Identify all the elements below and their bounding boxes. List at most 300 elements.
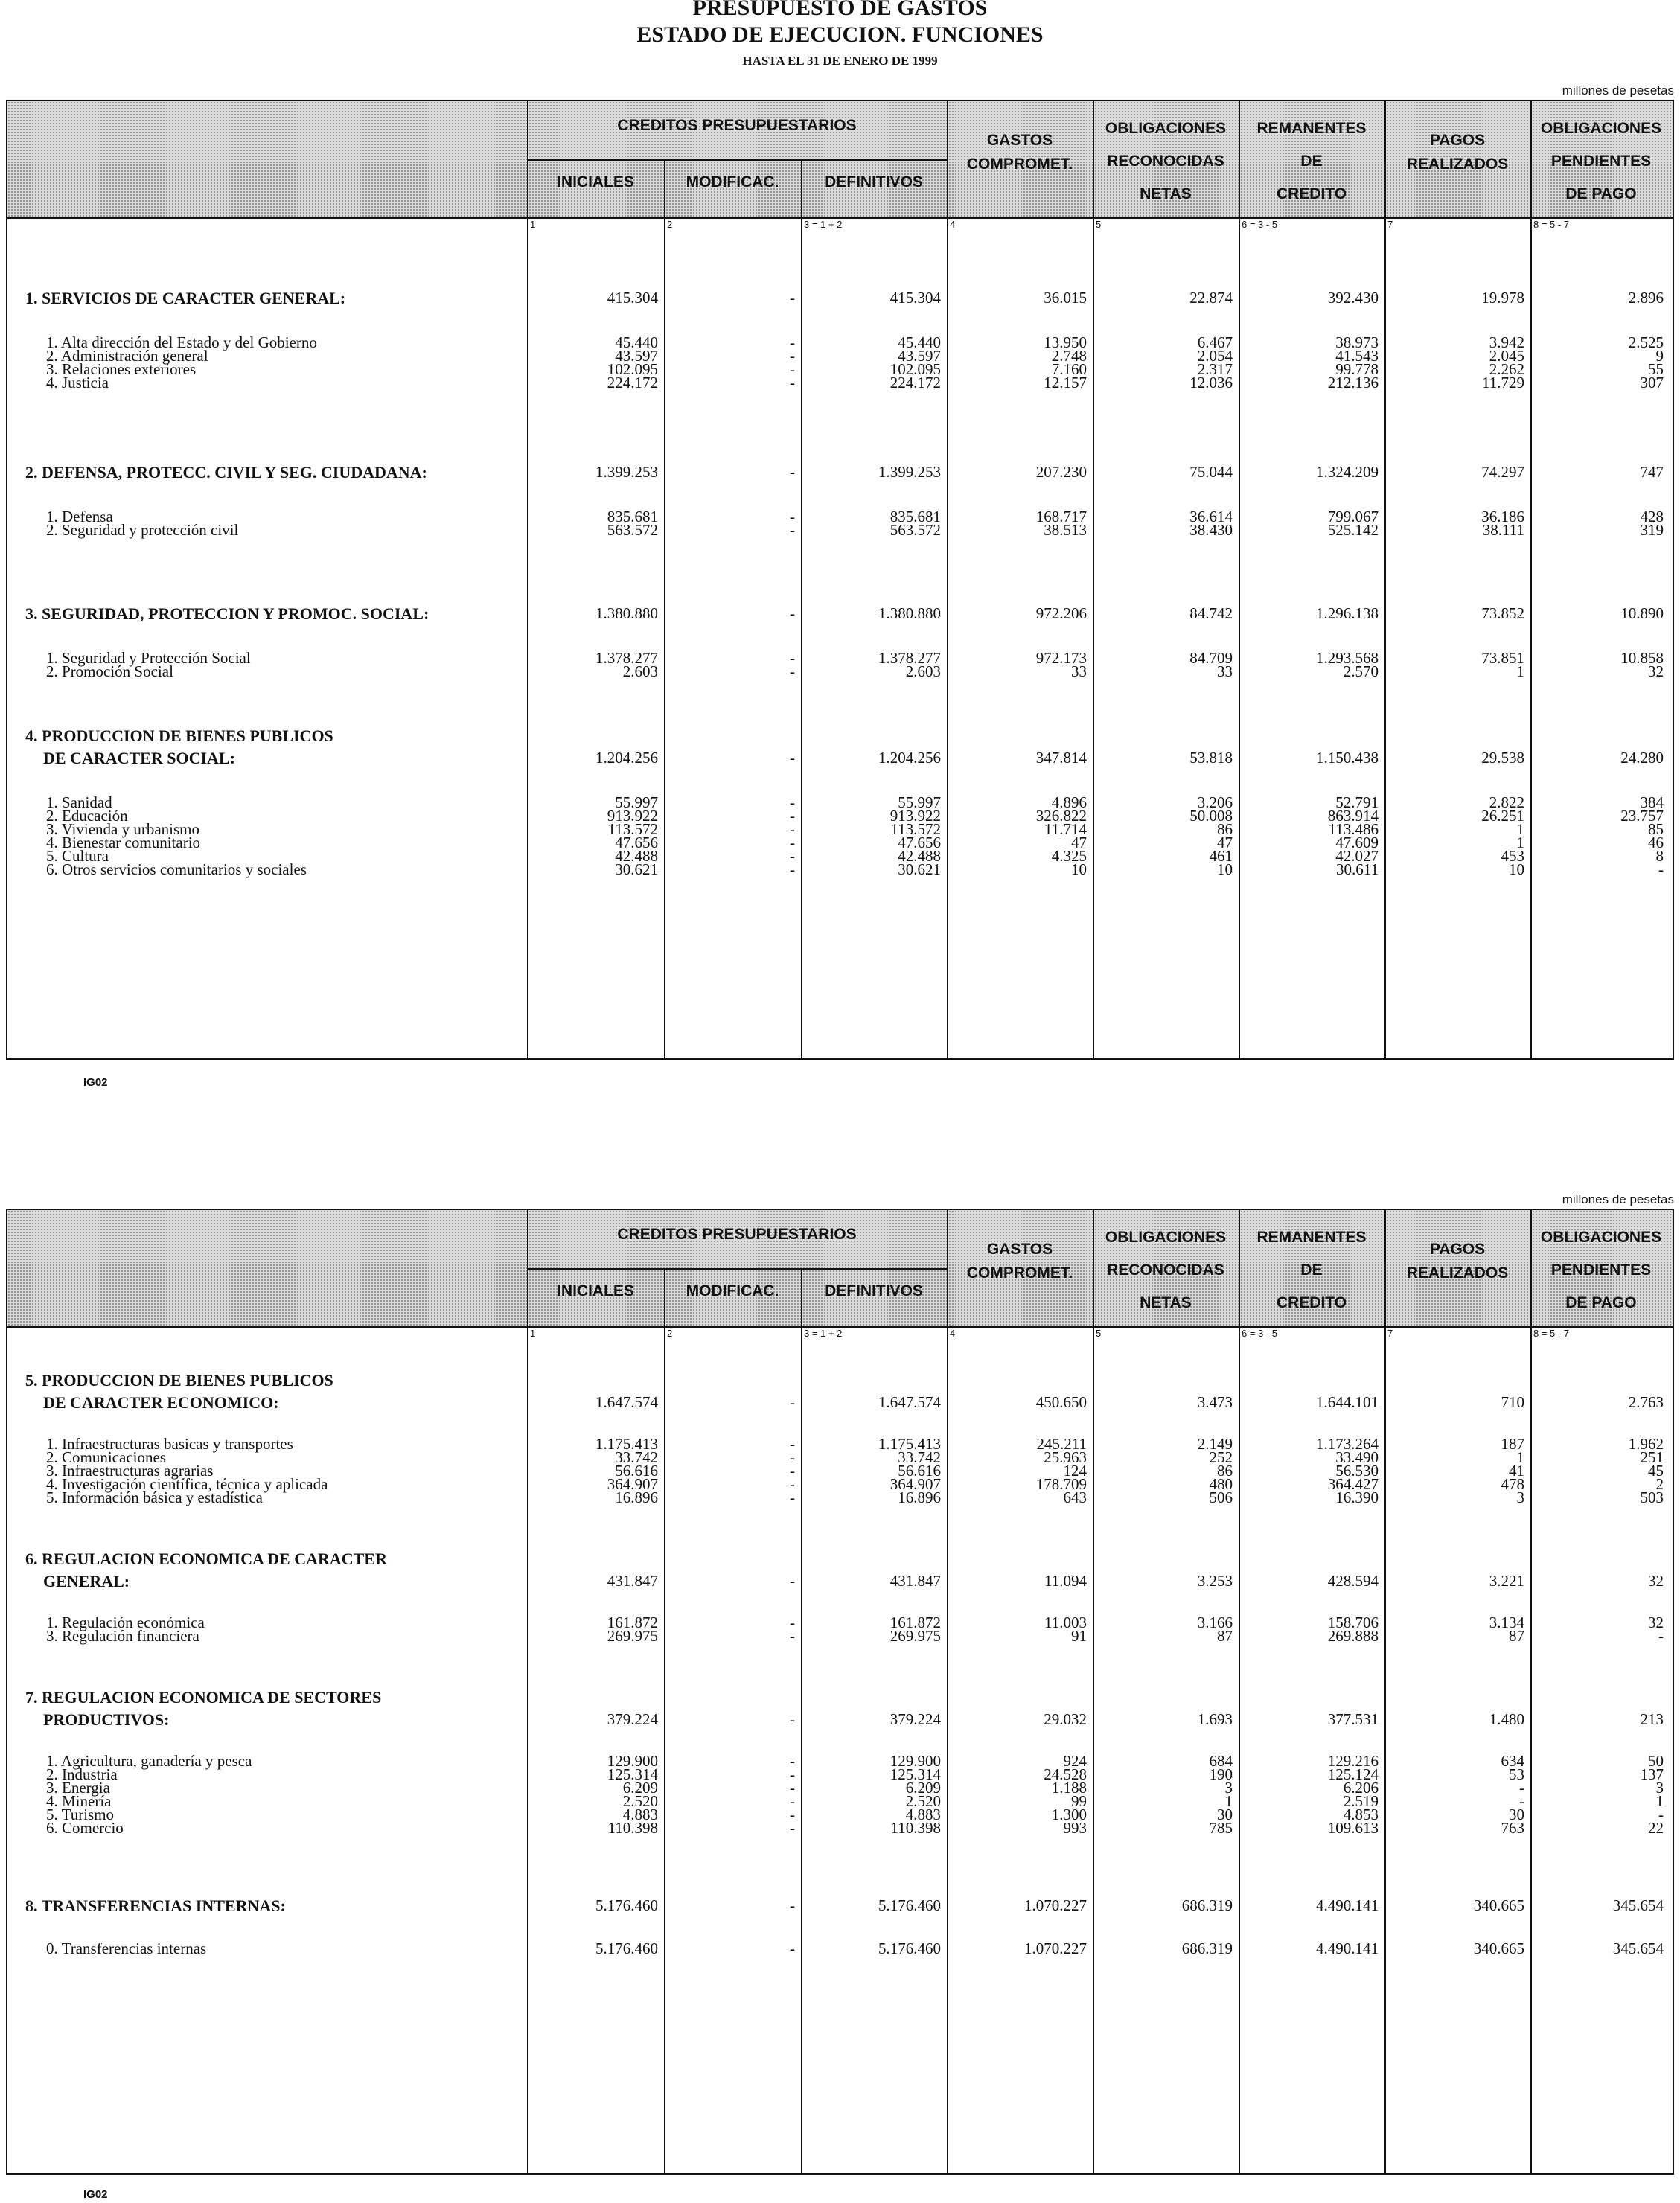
header-obligaciones-pendientes-2: PENDIENTES — [1550, 153, 1652, 170]
cell-value: - — [790, 1710, 795, 1728]
row-label: 3. SEGURIDAD, PROTECCION Y PROMOC. SOCIAL: — [25, 604, 429, 623]
cell-value: 53.818 — [1189, 749, 1233, 767]
cell-value: - — [790, 749, 795, 767]
cell-value: 347.814 — [1035, 749, 1087, 767]
cell-value: 319 — [1640, 521, 1664, 539]
row-label-cont: DE CARACTER ECONOMICO: — [43, 1393, 279, 1412]
cell-value: 32 — [1648, 1614, 1664, 1631]
cell-value: 85 — [1648, 820, 1664, 838]
page-code: IG02 — [83, 1076, 108, 1089]
cell-value: 1.175.413 — [595, 1435, 658, 1453]
cell-value: 364.427 — [1327, 1475, 1379, 1493]
column-number: 8 = 5 - 7 — [1533, 219, 1570, 230]
cell-value: 2.525 — [1628, 333, 1664, 351]
cell-value: 47.656 — [615, 834, 658, 851]
cell-value: 252 — [1209, 1448, 1233, 1466]
cell-value: 55.997 — [898, 793, 941, 811]
header-definitivos: DEFINITIVOS — [825, 173, 923, 191]
cell-value: 1.150.438 — [1316, 749, 1379, 767]
cell-value: 1 — [1516, 1448, 1524, 1466]
cell-value: 1 — [1516, 662, 1524, 680]
column-number: 6 = 3 - 5 — [1242, 219, 1278, 230]
cell-value: 345.654 — [1612, 1896, 1664, 1914]
cell-value: 835.681 — [607, 508, 658, 525]
cell-value: 379.224 — [889, 1710, 941, 1728]
cell-value: 307 — [1640, 374, 1664, 391]
header-creditos-presupuestarios: CREDITOS PRESUPUESTARIOS — [617, 117, 857, 134]
cell-value: 6.467 — [1197, 333, 1233, 351]
cell-value: - — [790, 1819, 795, 1837]
column-number: 5 — [1096, 1328, 1102, 1339]
cell-value: - — [790, 793, 795, 811]
cell-value: 2.317 — [1197, 360, 1233, 378]
cell-value: 747 — [1640, 463, 1664, 481]
cell-value: 3.221 — [1489, 1572, 1524, 1590]
header-obligaciones-pendientes-2: PENDIENTES — [1550, 1262, 1652, 1279]
column-divider — [801, 159, 802, 1058]
row-label: 1. Defensa — [46, 508, 113, 525]
cell-value: 84.742 — [1189, 604, 1233, 622]
header-obligaciones: OBLIGACIONES — [1105, 120, 1227, 137]
cell-value: 36.015 — [1044, 289, 1087, 307]
column-divider — [1093, 1210, 1094, 2173]
header-remanentes: REMANENTES — [1256, 120, 1367, 137]
cell-value: 1.380.880 — [595, 604, 658, 622]
cell-value: 10 — [1217, 860, 1233, 878]
header-remanentes-2: DE — [1300, 1262, 1323, 1279]
cell-value: - — [790, 1627, 795, 1645]
column-number: 3 = 1 + 2 — [804, 219, 843, 230]
cell-value: 38.111 — [1482, 521, 1524, 539]
cell-value: 212.136 — [1327, 374, 1379, 391]
cell-value: 110.398 — [890, 1819, 941, 1837]
row-label: 1. Infraestructuras basicas y transportes — [46, 1435, 293, 1453]
cell-value: 2.822 — [1489, 793, 1524, 811]
cell-value: 3.942 — [1489, 333, 1524, 351]
cell-value: 22 — [1648, 1819, 1664, 1837]
cell-value: 563.572 — [607, 521, 658, 539]
cell-value: 4.490.141 — [1316, 1896, 1379, 1914]
cell-value: 340.665 — [1473, 1896, 1524, 1914]
column-divider — [1093, 101, 1094, 1058]
row-label: 0. Transferencias internas — [46, 1940, 207, 1957]
cell-value: 6.209 — [622, 1779, 658, 1797]
cell-value: 43.597 — [898, 347, 941, 365]
cell-value: 5.176.460 — [878, 1896, 941, 1914]
header-divider — [527, 1268, 947, 1270]
cell-value: 32 — [1648, 1572, 1664, 1590]
cell-value: 55 — [1648, 360, 1664, 378]
column-number: 4 — [950, 219, 956, 230]
cell-value: 73.851 — [1481, 649, 1524, 667]
cell-value: 2.149 — [1197, 1435, 1233, 1453]
cell-value: 6.209 — [905, 1779, 941, 1797]
cell-value: - — [790, 1896, 795, 1914]
cell-value: 269.888 — [1327, 1627, 1379, 1645]
cell-value: 87 — [1217, 1627, 1233, 1645]
cell-value: - — [790, 508, 795, 525]
cell-value: 4.490.141 — [1316, 1940, 1379, 1957]
cell-value: 29.032 — [1044, 1710, 1087, 1728]
cell-value: 4.325 — [1051, 847, 1087, 865]
cell-value: - — [790, 333, 795, 351]
cell-value: 55.997 — [615, 793, 658, 811]
cell-value: 33 — [1071, 662, 1087, 680]
cell-value: 43.597 — [615, 347, 658, 365]
cell-value: 207.230 — [1035, 463, 1087, 481]
column-divider — [1530, 1210, 1532, 2173]
cell-value: 913.922 — [607, 807, 658, 825]
cell-value: 377.531 — [1327, 1710, 1379, 1728]
cell-value: 1.175.413 — [878, 1435, 941, 1453]
units-label: millones de pesetas — [1562, 1192, 1674, 1206]
cell-value: 972.206 — [1035, 604, 1087, 622]
cell-value: 33.742 — [898, 1448, 941, 1466]
cell-value: 1.070.227 — [1024, 1940, 1087, 1957]
cell-value: 30 — [1217, 1806, 1233, 1823]
row-label: 3. Energia — [46, 1779, 110, 1797]
row-label: 5. Turismo — [46, 1806, 115, 1823]
row-label: 1. Regulación económica — [46, 1614, 205, 1631]
column-number: 4 — [950, 1328, 956, 1339]
cell-value: 2.520 — [905, 1792, 941, 1810]
cell-value: 379.224 — [607, 1710, 658, 1728]
cell-value: 431.847 — [607, 1572, 658, 1590]
cell-value: 52.791 — [1335, 793, 1379, 811]
cell-value: 1 — [1516, 820, 1524, 838]
cell-value: 2.045 — [1489, 347, 1524, 365]
row-label: 5. PRODUCCION DE BIENES PUBLICOS — [25, 1371, 333, 1390]
cell-value: 16.390 — [1335, 1489, 1379, 1506]
column-number: 6 = 3 - 5 — [1242, 1328, 1278, 1339]
cell-value: - — [790, 374, 795, 391]
cell-value: 1.380.880 — [878, 604, 941, 622]
cell-value: 1.378.277 — [595, 649, 658, 667]
cell-value: - — [790, 1779, 795, 1797]
cell-value: 30.611 — [1336, 860, 1379, 878]
column-number: 3 = 1 + 2 — [804, 1328, 843, 1339]
header-pagos: PAGOS — [1429, 132, 1486, 149]
cell-value: 47.656 — [898, 834, 941, 851]
cell-value: 12.036 — [1189, 374, 1233, 391]
cell-value: 42.488 — [898, 847, 941, 865]
row-label: 4. Investigación científica, técnica y aplicada — [46, 1475, 328, 1493]
cell-value: - — [790, 847, 795, 865]
cell-value: - — [790, 1435, 795, 1453]
column-divider — [664, 1268, 665, 2173]
cell-value: 38.513 — [1044, 521, 1087, 539]
cell-value: 10 — [1071, 860, 1087, 878]
cell-value: 75.044 — [1189, 463, 1233, 481]
cell-value: 56.530 — [1335, 1462, 1379, 1480]
cell-value: 137 — [1640, 1765, 1664, 1783]
report-title-2: ESTADO DE EJECUCION. FUNCIONES — [636, 22, 1044, 47]
cell-value: 634 — [1501, 1752, 1524, 1770]
cell-value: - — [790, 1806, 795, 1823]
cell-value: 86 — [1217, 820, 1233, 838]
cell-value: 1.300 — [1051, 1806, 1087, 1823]
units-label: millones de pesetas — [1562, 83, 1674, 97]
cell-value: 799.067 — [1327, 508, 1379, 525]
cell-value: 1.204.256 — [595, 749, 658, 767]
cell-value: 2.896 — [1628, 289, 1664, 307]
cell-value: 10.858 — [1620, 649, 1664, 667]
cell-value: 102.095 — [889, 360, 941, 378]
cell-value: 364.907 — [607, 1475, 658, 1493]
row-label: 1. Alta dirección del Estado y del Gobierno — [46, 333, 317, 351]
cell-value: 5.176.460 — [595, 1940, 658, 1957]
cell-value: - — [1658, 1627, 1664, 1645]
row-label: 2. Promoción Social — [46, 662, 173, 680]
cell-value: 1.070.227 — [1024, 1896, 1087, 1914]
cell-value: - — [790, 360, 795, 378]
cell-value: 2.520 — [622, 1792, 658, 1810]
cell-value: 428 — [1640, 508, 1664, 525]
column-number: 7 — [1387, 219, 1393, 230]
cell-value: - — [790, 820, 795, 838]
cell-value: 113.572 — [890, 820, 941, 838]
cell-value: - — [790, 807, 795, 825]
cell-value: 1 — [1655, 1792, 1664, 1810]
column-number: 1 — [530, 1328, 536, 1339]
row-label: 3. Vivienda y urbanismo — [46, 820, 199, 838]
row-label: 2. Seguridad y protección civil — [46, 521, 239, 539]
cell-value: 42.027 — [1335, 847, 1379, 865]
cell-value: 5.176.460 — [595, 1896, 658, 1914]
cell-value: 11.094 — [1044, 1572, 1087, 1590]
cell-value: 503 — [1640, 1489, 1664, 1506]
header-remanentes-3: CREDITO — [1276, 1294, 1347, 1311]
cell-value: 30 — [1509, 1806, 1524, 1823]
header-obligaciones-pendientes: OBLIGACIONES — [1540, 1229, 1662, 1246]
cell-value: 2.054 — [1197, 347, 1233, 365]
cell-value: 56.616 — [898, 1462, 941, 1480]
cell-value: 33.742 — [615, 1448, 658, 1466]
cell-value: 36.186 — [1481, 508, 1524, 525]
cell-value: 3.166 — [1197, 1614, 1233, 1631]
cell-value: 3.206 — [1197, 793, 1233, 811]
cell-value: 33.490 — [1335, 1448, 1379, 1466]
execution-table-2 — [6, 1209, 1674, 2175]
header-divider — [527, 159, 947, 161]
cell-value: 45 — [1648, 1462, 1664, 1480]
cell-value: 2.570 — [1343, 662, 1379, 680]
header-creditos-presupuestarios: CREDITOS PRESUPUESTARIOS — [617, 1226, 857, 1243]
cell-value: - — [790, 834, 795, 851]
cell-value: 41.543 — [1335, 347, 1379, 365]
cell-value: 3.253 — [1197, 1572, 1233, 1590]
cell-value: 11.729 — [1482, 374, 1524, 391]
cell-value: 913.922 — [889, 807, 941, 825]
cell-value: 450.650 — [1035, 1393, 1087, 1411]
row-label: 5. Cultura — [46, 847, 109, 865]
cell-value: 178.709 — [1035, 1475, 1087, 1493]
cell-value: 13.950 — [1044, 333, 1087, 351]
row-label: 4. Minería — [46, 1792, 112, 1810]
cell-value: - — [790, 1489, 795, 1506]
cell-value: - — [1519, 1792, 1524, 1810]
cell-value: 42.488 — [615, 847, 658, 865]
cell-value: 53 — [1509, 1765, 1524, 1783]
row-label: 3. Infraestructuras agrarias — [46, 1462, 214, 1480]
header-obligaciones-pendientes: OBLIGACIONES — [1540, 120, 1662, 137]
cell-value: - — [790, 649, 795, 667]
cell-value: 9 — [1655, 347, 1664, 365]
cell-value: 36.614 — [1189, 508, 1233, 525]
cell-value: 478 — [1501, 1475, 1524, 1493]
cell-value: - — [790, 1940, 795, 1957]
header-iniciales: INICIALES — [557, 1282, 634, 1299]
cell-value: 1.480 — [1489, 1710, 1524, 1728]
cell-value: 213 — [1640, 1710, 1664, 1728]
cell-value: 84.709 — [1189, 649, 1233, 667]
cell-value: 3.473 — [1197, 1393, 1233, 1411]
cell-value: 1.647.574 — [595, 1393, 658, 1411]
cell-value: 16.896 — [615, 1489, 658, 1506]
row-label: 3. Regulación financiera — [46, 1627, 199, 1645]
cell-value: 1 — [1516, 834, 1524, 851]
cell-value: 161.872 — [889, 1614, 941, 1631]
header-pagos-2: REALIZADOS — [1406, 156, 1509, 173]
cell-value: 245.211 — [1036, 1435, 1087, 1453]
column-number: 2 — [667, 1328, 673, 1339]
cell-value: 46 — [1648, 834, 1664, 851]
cell-value: 161.872 — [607, 1614, 658, 1631]
cell-value: - — [790, 1614, 795, 1631]
cell-value: 863.914 — [1327, 807, 1379, 825]
cell-value: 86 — [1217, 1462, 1233, 1480]
row-label: 1. Sanidad — [46, 793, 112, 811]
cell-value: 11.714 — [1044, 820, 1087, 838]
cell-value: 87 — [1509, 1627, 1524, 1645]
cell-value: 2.763 — [1628, 1393, 1664, 1411]
cell-value: - — [1658, 1806, 1664, 1823]
cell-value: 22.874 — [1189, 289, 1233, 307]
cell-value: 924 — [1063, 1752, 1087, 1770]
cell-value: 2.603 — [622, 662, 658, 680]
cell-value: 125.314 — [607, 1765, 658, 1783]
cell-value: - — [790, 347, 795, 365]
cell-value: 4.883 — [622, 1806, 658, 1823]
cell-value: 12.157 — [1044, 374, 1087, 391]
cell-value: 50.008 — [1189, 807, 1233, 825]
cell-value: 364.907 — [889, 1475, 941, 1493]
row-label-cont: GENERAL: — [43, 1572, 130, 1590]
cell-value: 431.847 — [889, 1572, 941, 1590]
row-label: 6. REGULACION ECONOMICA DE CARACTER — [25, 1550, 387, 1568]
row-label: 3. Relaciones exteriores — [46, 360, 197, 378]
column-divider — [801, 1268, 802, 2173]
cell-value: 187 — [1501, 1435, 1524, 1453]
row-label: 8. TRANSFERENCIAS INTERNAS: — [25, 1896, 286, 1915]
cell-value: 1.324.209 — [1316, 463, 1379, 481]
cell-value: 2.748 — [1051, 347, 1087, 365]
cell-value: 1.173.264 — [1316, 1435, 1379, 1453]
cell-value: 109.613 — [1327, 1819, 1379, 1837]
cell-value: 113.572 — [607, 820, 658, 838]
cell-value: 1.188 — [1051, 1779, 1087, 1797]
cell-value: 251 — [1640, 1448, 1664, 1466]
cell-value: 38.973 — [1335, 333, 1379, 351]
cell-value: - — [1519, 1779, 1524, 1797]
header-remanentes-3: CREDITO — [1276, 185, 1347, 202]
header-obligaciones-pendientes-3: DE PAGO — [1565, 185, 1637, 202]
column-divider — [527, 1210, 528, 2173]
cell-value: 224.172 — [607, 374, 658, 391]
row-label: 2. Administración general — [46, 347, 208, 365]
header-modificac: MODIFICAC. — [686, 173, 779, 191]
cell-value: 2.519 — [1343, 1792, 1379, 1810]
row-label: 6. Otros servicios comunitarios y sociales — [46, 860, 307, 878]
cell-value: 8 — [1655, 847, 1664, 865]
cell-value: 47.609 — [1335, 834, 1379, 851]
column-number: 1 — [530, 219, 536, 230]
cell-value: 1.399.253 — [595, 463, 658, 481]
row-label: 4. Bienestar comunitario — [46, 834, 201, 851]
row-label: 2. Industria — [46, 1765, 118, 1783]
execution-table-1 — [6, 100, 1674, 1060]
cell-value: 686.319 — [1181, 1896, 1233, 1914]
cell-value: 563.572 — [889, 521, 941, 539]
cell-value: 23.757 — [1620, 807, 1664, 825]
cell-value: 24.280 — [1620, 749, 1664, 767]
cell-value: 30.621 — [615, 860, 658, 878]
cell-value: 168.717 — [1035, 508, 1087, 525]
cell-value: - — [790, 1792, 795, 1810]
cell-value: 32 — [1648, 662, 1664, 680]
cell-value: 525.142 — [1327, 521, 1379, 539]
cell-value: 6.206 — [1343, 1779, 1379, 1797]
column-divider — [1530, 101, 1532, 1058]
cell-value: - — [790, 1475, 795, 1493]
header-obligaciones-pendientes-3: DE PAGO — [1565, 1294, 1637, 1311]
header-gastos: GASTOS — [986, 1241, 1053, 1258]
cell-value: 129.900 — [889, 1752, 941, 1770]
cell-value: 158.706 — [1327, 1614, 1379, 1631]
cell-value: - — [790, 662, 795, 680]
cell-value: 710 — [1501, 1393, 1524, 1411]
cell-value: 384 — [1640, 793, 1664, 811]
cell-value: 269.975 — [607, 1627, 658, 1645]
cell-value: 99.778 — [1335, 360, 1379, 378]
header-obligaciones-3: NETAS — [1140, 185, 1192, 202]
cell-value: 10 — [1509, 860, 1524, 878]
cell-value: - — [790, 1572, 795, 1590]
cell-value: 11.003 — [1044, 1614, 1087, 1631]
header-modificac: MODIFICAC. — [686, 1282, 779, 1299]
cell-value: 1.644.101 — [1316, 1393, 1379, 1411]
column-number: 2 — [667, 219, 673, 230]
cell-value: - — [790, 1765, 795, 1783]
cell-value: 16.896 — [898, 1489, 941, 1506]
cell-value: 392.430 — [1327, 289, 1379, 307]
cell-value: 24.528 — [1044, 1765, 1087, 1783]
cell-value: - — [1658, 860, 1664, 878]
cell-value: 1.296.138 — [1316, 604, 1379, 622]
cell-value: 326.822 — [1035, 807, 1087, 825]
row-label: 2. Educación — [46, 807, 128, 825]
cell-value: - — [790, 289, 795, 307]
row-label: 5. Información básica y estadística — [46, 1489, 263, 1506]
report-subtitle: HASTA EL 31 DE ENERO DE 1999 — [742, 54, 938, 68]
cell-value: 1.293.568 — [1316, 649, 1379, 667]
cell-value: 45.440 — [615, 333, 658, 351]
column-number: 5 — [1096, 219, 1102, 230]
cell-value: - — [790, 521, 795, 539]
cell-value: 3 — [1516, 1489, 1524, 1506]
cell-value: 684 — [1209, 1752, 1233, 1770]
cell-value: 41 — [1509, 1462, 1524, 1480]
